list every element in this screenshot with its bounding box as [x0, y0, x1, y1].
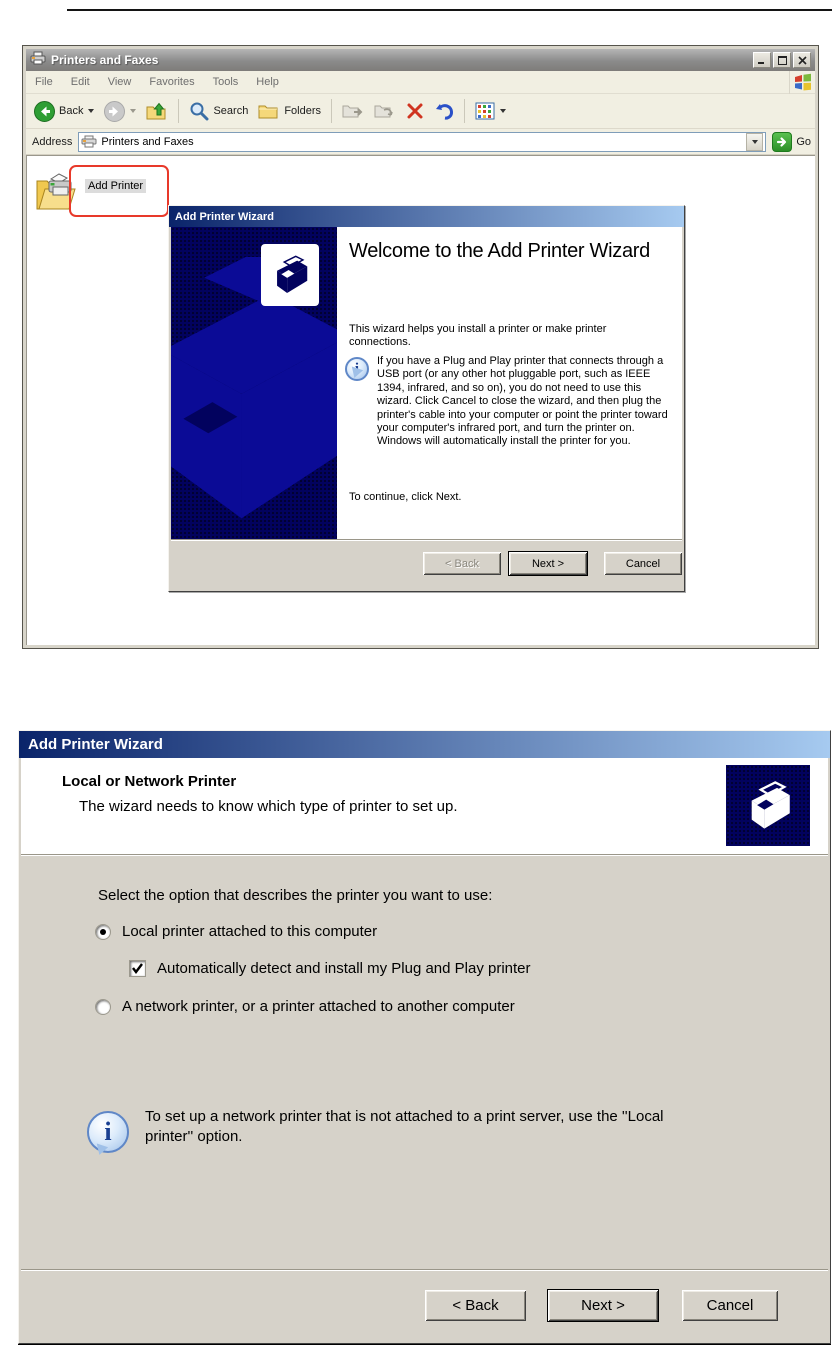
folders-label: Folders — [284, 105, 322, 117]
wizard2-prompt: Select the option that describes the printer you want to use: — [98, 887, 493, 904]
undo-icon — [434, 102, 454, 120]
menu-tools[interactable]: Tools — [212, 76, 239, 88]
back-icon — [34, 101, 55, 122]
menu-view[interactable]: View — [107, 76, 132, 88]
add-printer-wizard-local-network-dialog — [18, 730, 831, 1344]
windows-logo-icon — [789, 71, 815, 94]
menu-favorites[interactable]: Favorites — [149, 76, 195, 88]
toolbar-separator — [178, 99, 179, 123]
next-button[interactable]: Next > — [509, 552, 587, 575]
red-highlight-annotation — [69, 165, 169, 217]
wizard2-button-strip — [21, 1269, 828, 1341]
option-network-label: A network printer, or a printer attached to another computer — [122, 998, 515, 1015]
info-balloon-icon: i — [345, 357, 369, 381]
wizard1-intro: This wizard helps you install a printer or make printer connections. — [349, 323, 607, 348]
menu-bar — [26, 71, 815, 94]
wizard2-printer-icon — [726, 765, 810, 846]
wizard2-content — [21, 857, 828, 1269]
add-printer-wizard-welcome-dialog — [168, 205, 685, 592]
wizard2-header-title: Local or Network Printer — [62, 773, 237, 790]
wizard1-title: Add Printer Wizard — [175, 210, 274, 223]
separator — [21, 1269, 828, 1271]
go-arrow-icon — [776, 136, 788, 148]
wizard1-body — [171, 227, 682, 541]
address-bar — [26, 129, 815, 155]
wizard2-header — [21, 758, 828, 854]
next-button[interactable]: Next > — [548, 1290, 658, 1321]
menu-file[interactable]: File — [35, 76, 53, 88]
wizard2-header-subtitle: The wizard needs to know which type of printer to set up. — [79, 798, 458, 815]
search-icon — [189, 101, 209, 121]
maximize-button[interactable] — [773, 52, 791, 68]
cancel-button[interactable]: Cancel — [604, 552, 682, 575]
back-button[interactable] — [30, 99, 98, 124]
wizard1-info-text: If you have a Plug and Play printer that connects through a USB port (or any other hot pluggable port, such as IEEE 1394, infrared, and so on), you do not need to use this wizard. Click Cancel to close the wizard, and then plug the printer's cable into your computer or point the printer toward your computer's infrared port, and turn the printer on. Windows will automatically install the printer for you. — [377, 355, 668, 448]
standard-buttons-toolbar — [26, 94, 815, 129]
wizard1-continue-text: To continue, click Next. — [349, 491, 462, 503]
wizard2-info-row — [87, 1107, 705, 1153]
add-printer-item[interactable] — [35, 169, 175, 225]
radio-unselected-icon[interactable] — [95, 999, 111, 1015]
option-local-printer[interactable] — [95, 923, 377, 940]
wizard1-button-strip — [171, 539, 682, 589]
option-auto-detect[interactable] — [129, 960, 531, 977]
views-button[interactable] — [471, 100, 510, 122]
radio-selected-icon[interactable] — [95, 924, 111, 940]
option-detect-label: Automatically detect and install my Plug and Play printer — [157, 960, 531, 977]
separator — [21, 854, 828, 856]
wizard1-titlebar[interactable] — [169, 206, 684, 227]
search-button[interactable] — [185, 99, 252, 123]
move-to-icon — [342, 102, 364, 120]
go-segment — [772, 132, 811, 152]
option-network-printer[interactable] — [95, 998, 515, 1015]
toolbar-separator — [464, 99, 465, 123]
copy-to-icon — [374, 102, 396, 120]
wizard2-title: Add Printer Wizard — [28, 736, 163, 753]
go-label: Go — [796, 135, 811, 148]
up-button[interactable] — [142, 99, 172, 123]
wizard1-text-area — [337, 227, 682, 541]
cancel-button[interactable]: Cancel — [682, 1290, 778, 1321]
wizard1-heading: Welcome to the Add Printer Wizard — [349, 240, 650, 262]
views-dropdown-icon[interactable] — [500, 109, 506, 113]
search-label: Search — [213, 105, 249, 117]
wizard2-titlebar[interactable] — [19, 731, 830, 758]
page-border-line — [67, 9, 832, 11]
folders-button[interactable] — [254, 100, 325, 122]
undo-button[interactable] — [430, 100, 458, 122]
info-balloon-icon: i — [87, 1111, 129, 1153]
address-printer-icon — [81, 135, 97, 148]
wizard1-printer-icon-box — [261, 244, 319, 306]
forward-icon — [104, 101, 125, 122]
address-input[interactable] — [78, 132, 766, 152]
up-folder-icon — [146, 101, 168, 121]
toolbar-separator — [331, 99, 332, 123]
explorer-titlebar[interactable] — [26, 49, 815, 71]
address-dropdown-button[interactable] — [746, 133, 763, 151]
menu-edit[interactable]: Edit — [70, 76, 90, 88]
address-value: Printers and Faxes — [101, 135, 194, 148]
delete-button[interactable] — [402, 100, 428, 122]
option-local-label: Local printer attached to this computer — [122, 923, 378, 940]
menu-help[interactable]: Help — [256, 76, 279, 88]
copy-to-button[interactable] — [370, 100, 400, 122]
wizard1-info-row — [345, 355, 675, 449]
close-button[interactable] — [793, 52, 811, 68]
wizard1-navy-panel — [171, 227, 337, 541]
separator — [171, 539, 682, 541]
window-title: Printers and Faxes — [51, 53, 159, 67]
wizard2-info-text: To set up a network printer that is not attached to a print server, use the ''Local printer'' option. — [145, 1108, 664, 1145]
move-to-button[interactable] — [338, 100, 368, 122]
views-icon — [475, 102, 495, 120]
minimize-button[interactable] — [753, 52, 771, 68]
printer-icon — [30, 51, 46, 70]
go-button[interactable] — [772, 132, 792, 152]
add-printer-label[interactable]: Add Printer — [85, 179, 146, 193]
checkbox-checked-icon[interactable] — [129, 960, 146, 977]
folders-icon — [258, 102, 280, 120]
back-button[interactable]: < Back — [423, 552, 501, 575]
back-label: Back — [59, 105, 84, 117]
back-dropdown-icon[interactable] — [88, 109, 94, 113]
delete-x-icon — [406, 102, 424, 120]
back-button[interactable]: < Back — [425, 1290, 526, 1321]
forward-button[interactable] — [100, 99, 140, 124]
address-label: Address — [32, 135, 73, 148]
forward-dropdown-icon[interactable] — [130, 109, 136, 113]
printer-icon — [267, 250, 313, 300]
